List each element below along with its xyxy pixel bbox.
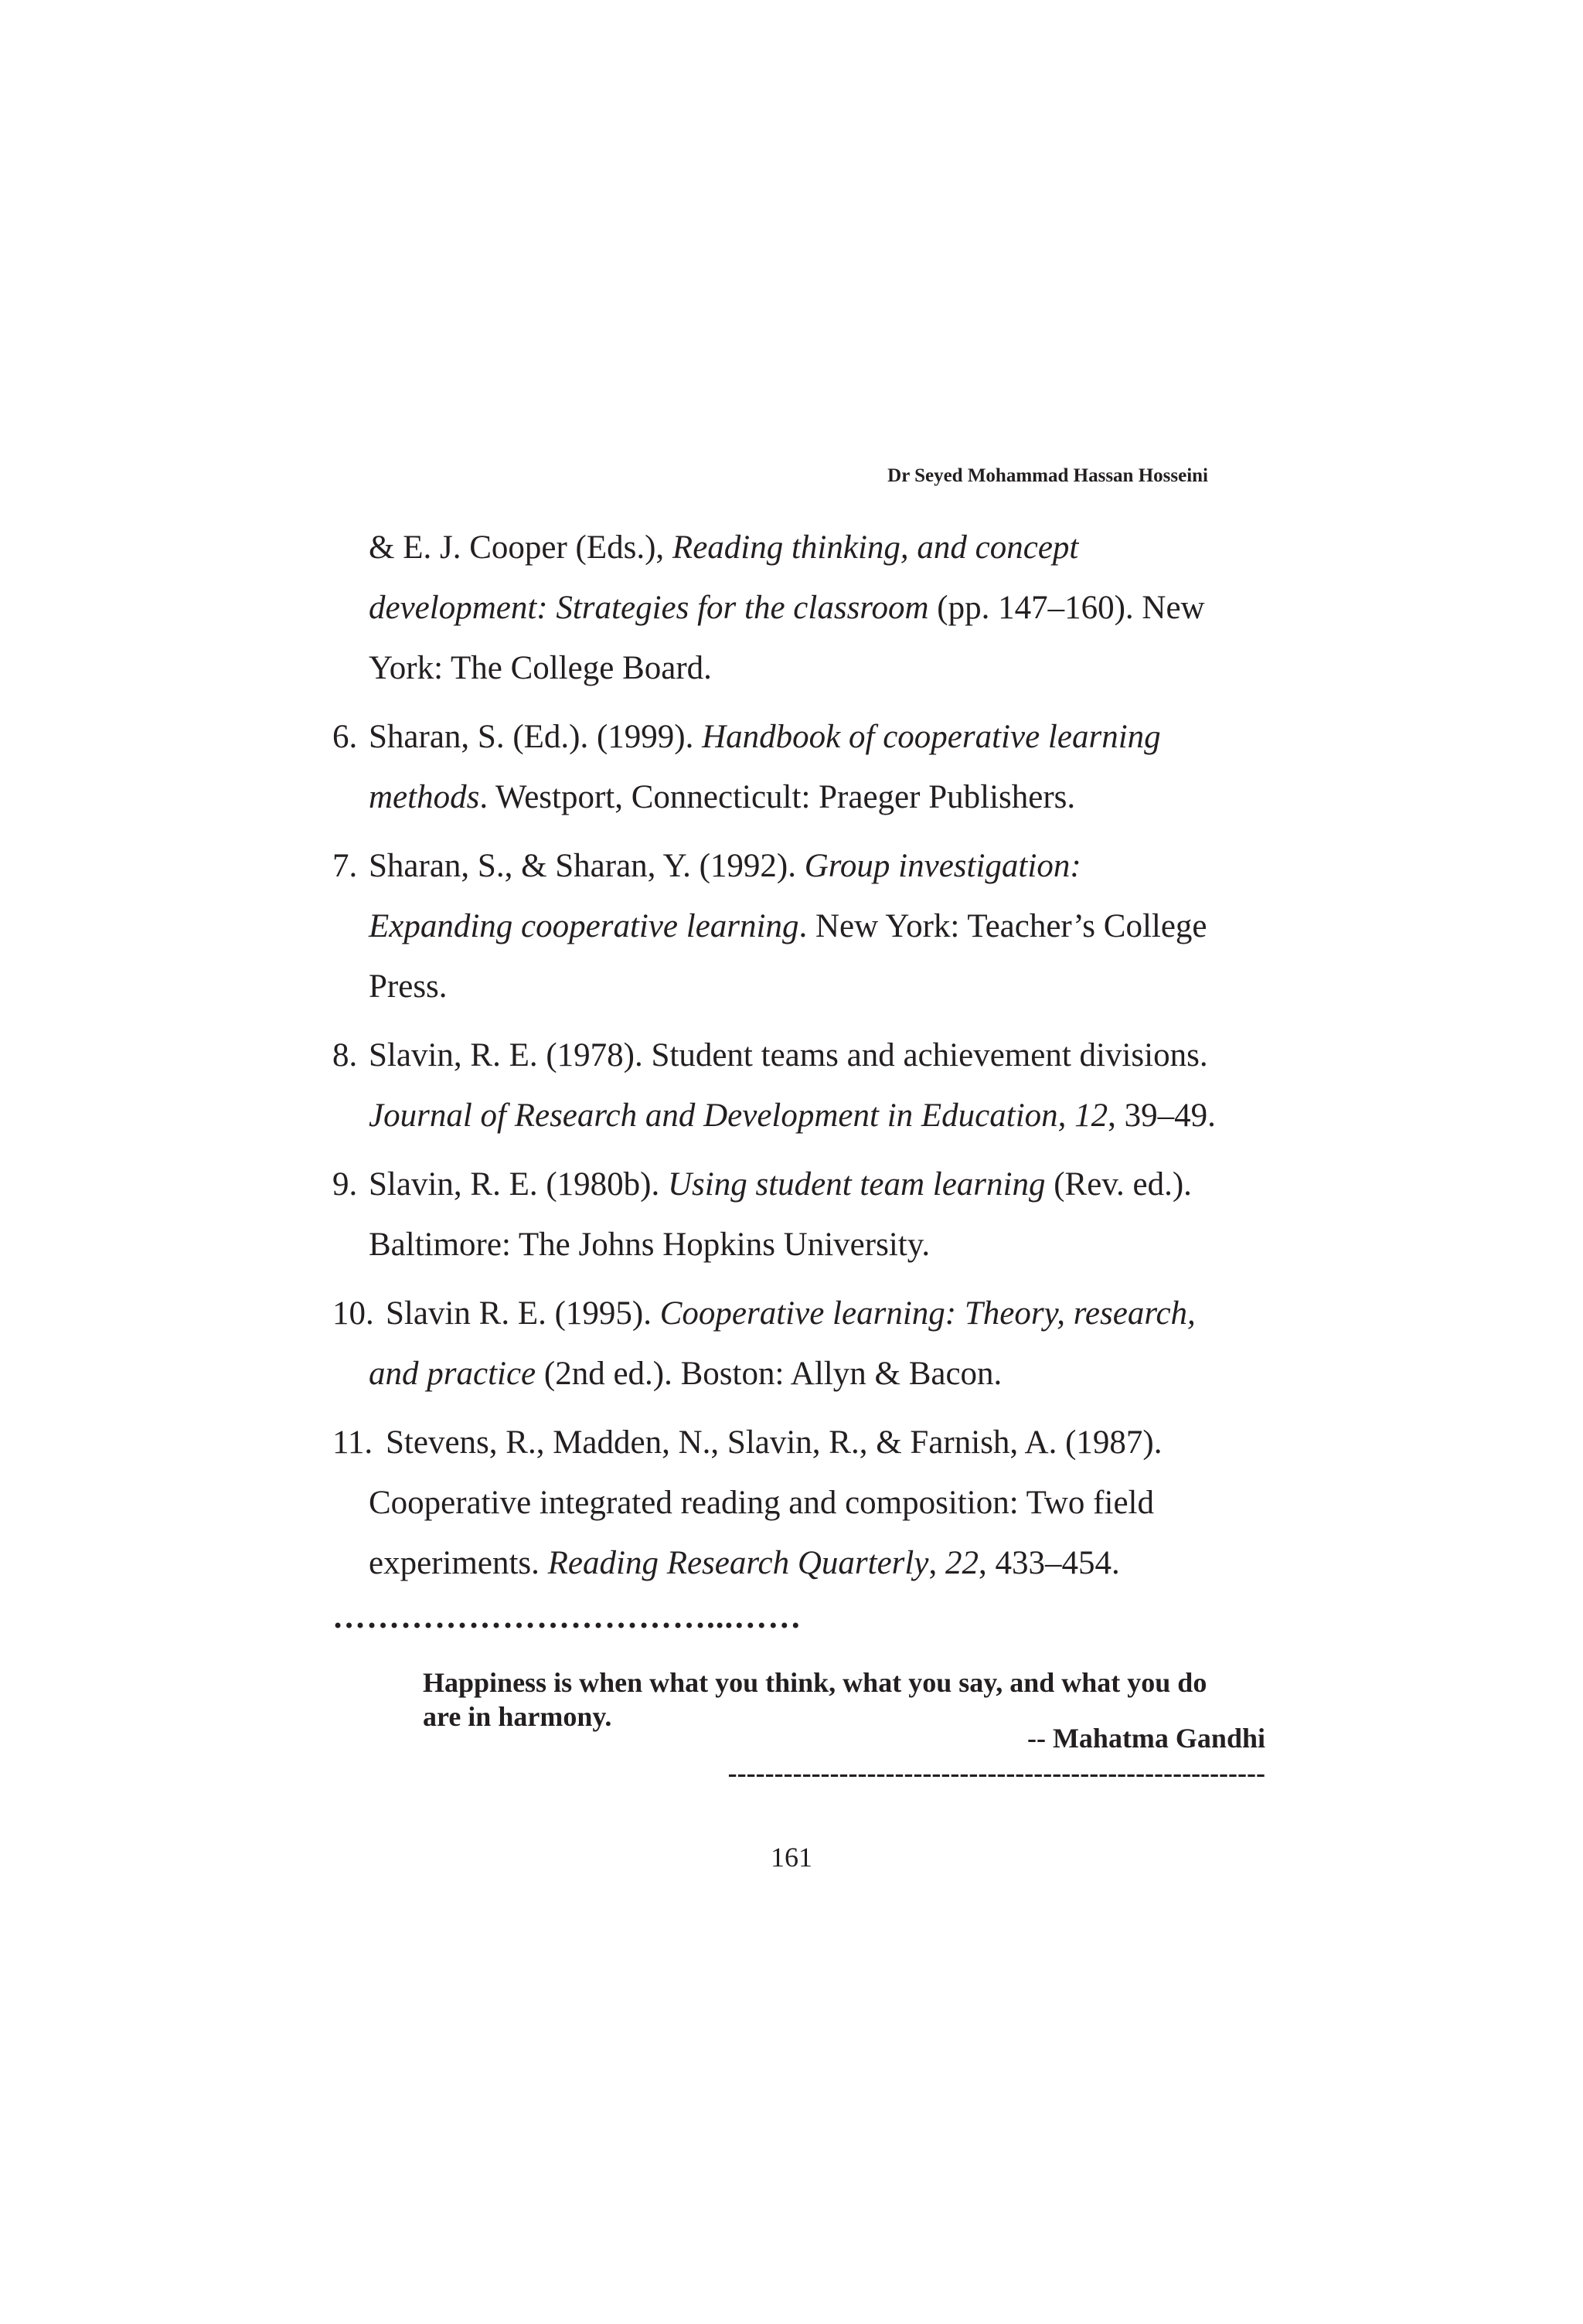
- reference-title: development: Strategies for the classroom: [369, 590, 929, 626]
- reference-text: . New York: Teacher’s College: [798, 908, 1207, 944]
- reference-number: 7.: [332, 848, 358, 884]
- reference-title: Handbook of cooperative learning: [702, 719, 1161, 755]
- reference-line: [369, 1284, 1260, 1344]
- reference-continued: [332, 518, 1260, 699]
- reference-text: , 433–454.: [978, 1545, 1120, 1581]
- reference-title: Group investigation:: [804, 848, 1081, 884]
- running-head-author: Dr Seyed Mohammad Hassan Hosseini: [887, 465, 1208, 486]
- reference-line: [369, 707, 1260, 767]
- reference-number: 6.: [332, 719, 358, 755]
- reference-text: (pp. 147–160). New: [928, 590, 1205, 626]
- reference-title: Using student team learning: [667, 1166, 1046, 1203]
- reference-title: Reading thinking, and concept: [672, 529, 1079, 566]
- reference-item-10: [332, 1284, 1260, 1404]
- reference-number: 8.: [332, 1037, 358, 1074]
- reference-text: , 39–49.: [1108, 1097, 1216, 1134]
- quote-line: are in harmony.: [423, 1701, 612, 1732]
- reference-text: (Rev. ed.).: [1045, 1166, 1192, 1203]
- reference-line: Baltimore: The Johns Hopkins University.: [369, 1227, 931, 1263]
- reference-text: & E. J. Cooper (Eds.),: [369, 529, 672, 566]
- reference-line: [369, 518, 1260, 578]
- reference-volume: 22: [945, 1545, 979, 1581]
- quote-attribution: -- Mahatma Gandhi: [1026, 1723, 1265, 1754]
- reference-title: and practice: [369, 1356, 536, 1392]
- reference-line: Press.: [369, 968, 448, 1005]
- reference-list: [332, 518, 1260, 1602]
- reference-text: Sharan, S. (Ed.). (1999).: [369, 719, 703, 755]
- reference-item-11: [332, 1413, 1260, 1594]
- reference-text: (2nd ed.). Boston: Allyn & Bacon.: [536, 1356, 1003, 1392]
- reference-line: Slavin, R. E. (1978). Student teams and achievement divisions.: [369, 1037, 1208, 1074]
- reference-number: 10.: [332, 1295, 374, 1332]
- reference-line: [369, 1344, 1260, 1404]
- reference-line: [369, 897, 1260, 957]
- reference-line: York: The College Board.: [369, 650, 712, 686]
- reference-line: Stevens, R., Madden, N., Slavin, R., & Farnish, A. (1987).: [386, 1424, 1163, 1461]
- reference-item-8: [332, 1026, 1260, 1146]
- reference-item-9: [332, 1155, 1260, 1275]
- reference-text: . Westport, Connecticult: Praeger Publishers.: [479, 779, 1076, 815]
- reference-title: Expanding cooperative learning: [369, 908, 799, 944]
- reference-line: [369, 578, 1260, 638]
- reference-line: [369, 1086, 1260, 1146]
- reference-title: Journal of Research and Development in Education, 12: [369, 1097, 1108, 1134]
- reference-title: methods: [369, 779, 480, 815]
- reference-text: Sharan, S., & Sharan, Y. (1992).: [369, 848, 805, 884]
- reference-item-6: [332, 707, 1260, 828]
- reference-text: experiments.: [369, 1545, 548, 1581]
- reference-number: 9.: [332, 1166, 358, 1203]
- reference-text: Slavin R. E. (1995).: [386, 1295, 660, 1332]
- reference-number: 11.: [332, 1424, 373, 1461]
- reference-line: [369, 767, 1260, 828]
- reference-text: ,: [928, 1545, 945, 1581]
- reference-line: [369, 1533, 1260, 1594]
- reference-line: [369, 836, 1260, 897]
- reference-item-7: [332, 836, 1260, 1017]
- reference-line: [369, 1155, 1260, 1215]
- reference-title: Cooperative learning: Theory, research,: [659, 1295, 1196, 1332]
- reference-title: Reading Research Quarterly: [547, 1545, 929, 1581]
- quote-line: Happiness is when what you think, what you say, and what you do: [423, 1667, 1207, 1698]
- separator-dots: ……………………………...……: [332, 1599, 802, 1635]
- reference-text: Slavin, R. E. (1980b).: [369, 1166, 668, 1203]
- dashed-rule: ----------------------------------------------------------: [727, 1757, 1265, 1788]
- reference-line: Cooperative integrated reading and composition: Two field: [369, 1485, 1154, 1521]
- page-number: 161: [771, 1842, 812, 1873]
